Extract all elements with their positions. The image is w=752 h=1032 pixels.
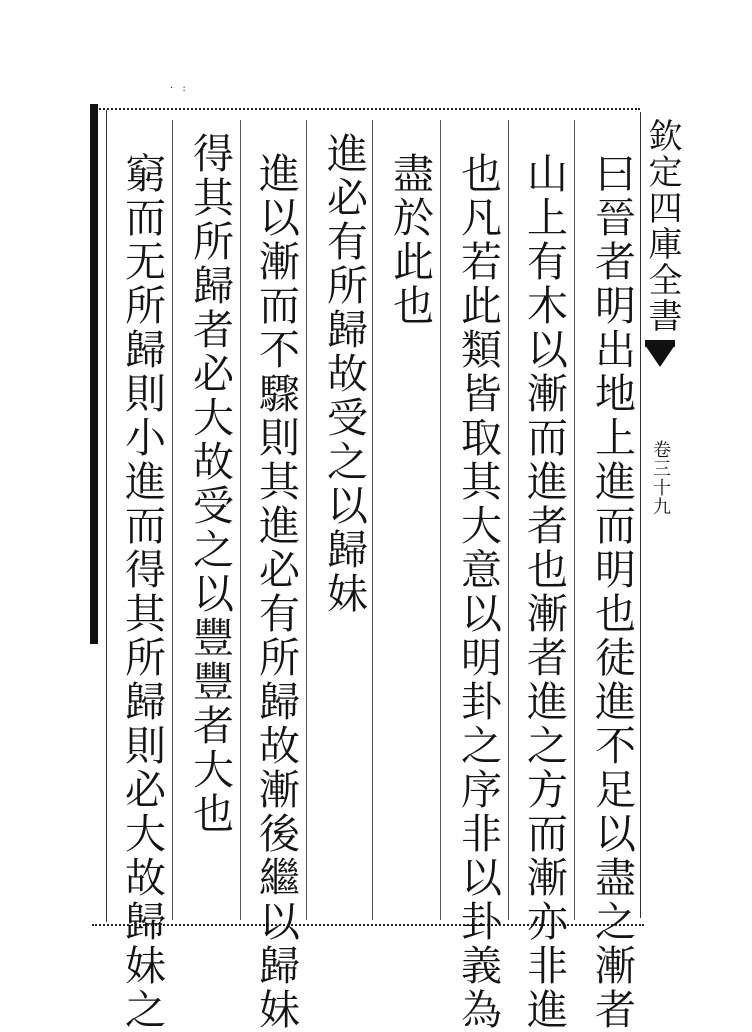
text-column-3: 也凡若此類皆取其大意以明卦之序非以卦義為	[454, 152, 502, 1032]
text-column-8: 窮而无所歸則小進而得其所歸則必大故歸妹之	[118, 152, 166, 1032]
frame-top-border	[96, 108, 640, 110]
column-divider	[306, 120, 307, 920]
column-divider	[172, 120, 173, 920]
fish-tail-mark	[645, 345, 675, 367]
volume-label: 卷三十九	[650, 440, 671, 516]
book-title: 欽定四庫全書	[642, 118, 682, 334]
column-divider	[372, 120, 373, 920]
frame-left-rule	[90, 104, 98, 644]
text-column-7: 得其所歸者必大故受之以豐豐者大也	[186, 132, 234, 836]
text-column-1: 曰晉者明出地上進而明也徒進不足以盡之漸者	[588, 152, 636, 1032]
column-divider	[574, 120, 575, 920]
text-column-2: 山上有木以漸而進者也漸者進之方而漸亦非進	[520, 152, 568, 1032]
column-divider	[440, 120, 441, 920]
column-divider	[240, 120, 241, 920]
text-column-4: 盡於此也	[386, 152, 434, 328]
column-divider	[508, 120, 509, 920]
text-column-6: 進以漸而不驟則其進必有所歸故漸後繼以歸妹	[252, 152, 300, 1032]
text-column-5: 進必有所歸故受之以歸妹	[320, 132, 368, 616]
frame-left-inner-rule	[106, 110, 107, 922]
frame-right-rule	[640, 112, 641, 918]
stray-mark: · :	[170, 83, 189, 94]
